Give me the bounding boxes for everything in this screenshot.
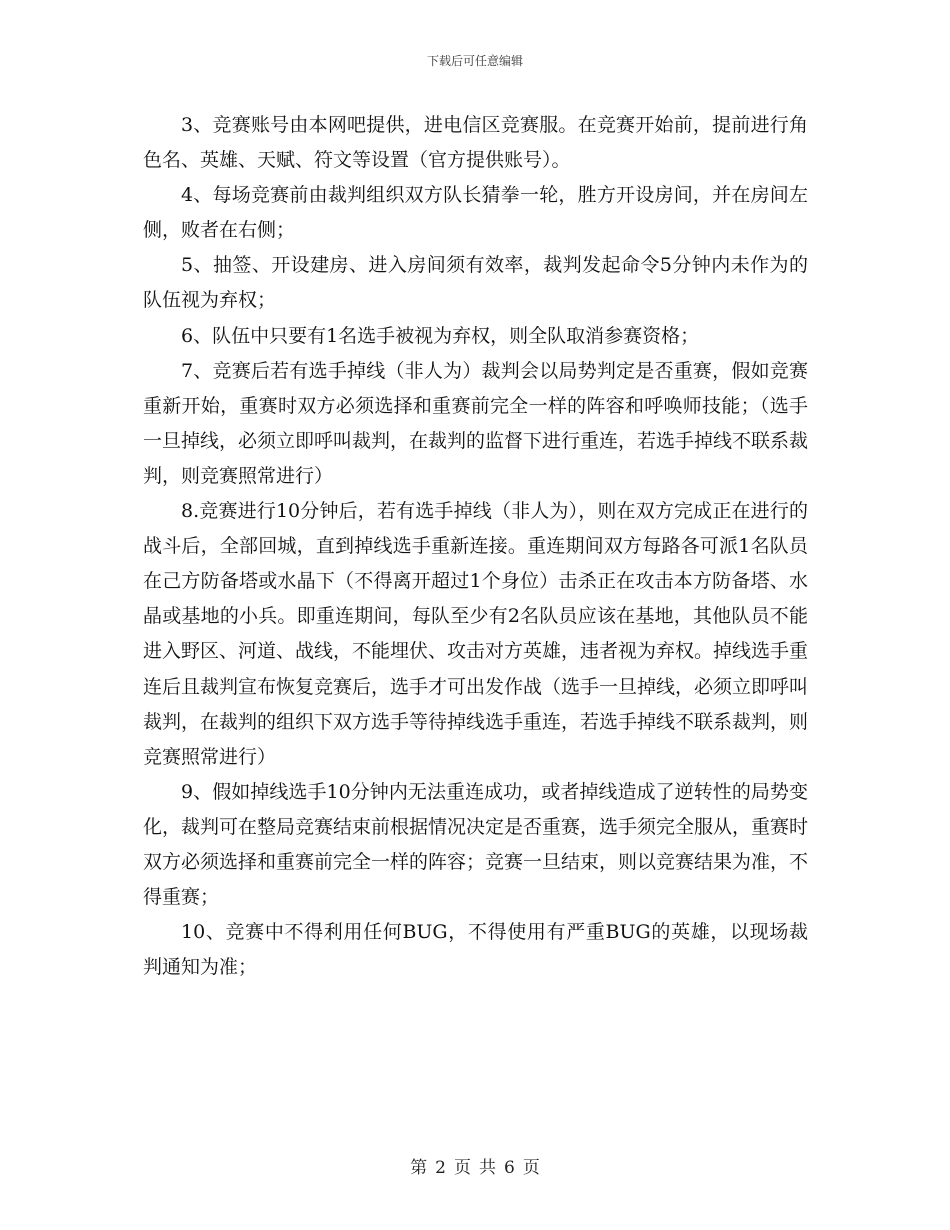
page-footer [0,1153,950,1178]
rule-paragraph-10: 10、竞赛中不得利用任何BUG，不得使用有严重BUG的英雄，以现场裁判通知为准； [143,921,808,979]
document-body [143,108,808,985]
footer-total-word: 共 [479,1158,496,1178]
page-header: 下载后可任意编辑 [426,54,523,68]
footer-page-word: 页 [454,1158,471,1178]
rule-paragraph-7: 7、竞赛后若有选手掉线（非人为）裁判会以局势判定是否重赛，假如竞赛重新开始，重赛时双方必须选择和重赛前完全一样的阵容和呼唤师技能；（选手一旦掉线，必须立即呼叫裁判，在裁判的监督下进行重连，若选手掉线不联系裁判，则竞赛照常进行） [143,359,809,487]
footer-suffix: 页 [522,1158,540,1178]
rule-paragraph-3: 3、竞赛账号由本网吧提供，进电信区竞赛服。在竞赛开始前，提前进行角色名、英雄、天赋、符文等设置（官方提供账号）。 [143,114,808,172]
rule-paragraph-6: 6、队伍中只要有1名选手被视为弃权，则全队取消参赛资格； [181,324,700,347]
footer-prefix: 第 [410,1158,428,1178]
rule-paragraph-4: 4、每场竞赛前由裁判组织双方队长猜拳一轮，胜方开设房间，并在房间左侧，败者在右侧； [143,184,808,242]
rule-paragraph-8: 8.竞赛进行10分钟后，若有选手掉线（非人为），则在双方完成正在进行的战斗后，全部回城，直到掉线选手重新连接。重连期间双方每路各可派1名队员在己方防备塔或水晶下（不得离开超过1个身位）击杀正在攻击本方防备塔、水晶或基地的小兵。即重连期间，每队至少有2名队员应该在基地，其他队员不能进入野区、河道、战线，不能埋伏、攻击对方英雄，违者视为弃权。掉线选手重连后且裁判宣布恢复竞赛后，选手才可出发作战（选手一旦掉线，必须立即呼叫裁判，在裁判的组织下双方选手等待掉线选手重连，若选手掉线不联系裁判，则竞赛照常进行） [143,500,809,768]
current-page-number: 2 [435,1158,446,1178]
rule-paragraph-9: 9、假如掉线选手10分钟内无法重连成功，或者掉线造成了逆转性的局势变化，裁判可在整局竞赛结束前根据情况决定是否重赛，选手须完全服从，重赛时双方必须选择和重赛前完全一样的阵容；竞赛一旦结束，则以竞赛结果为准，不得重赛； [143,780,809,909]
total-pages-number: 6 [504,1158,515,1178]
rule-paragraph-5: 5、抽签、开设建房、进入房间须有效率，裁判发起命令5分钟内未作为的队伍视为弃权； [143,254,808,312]
